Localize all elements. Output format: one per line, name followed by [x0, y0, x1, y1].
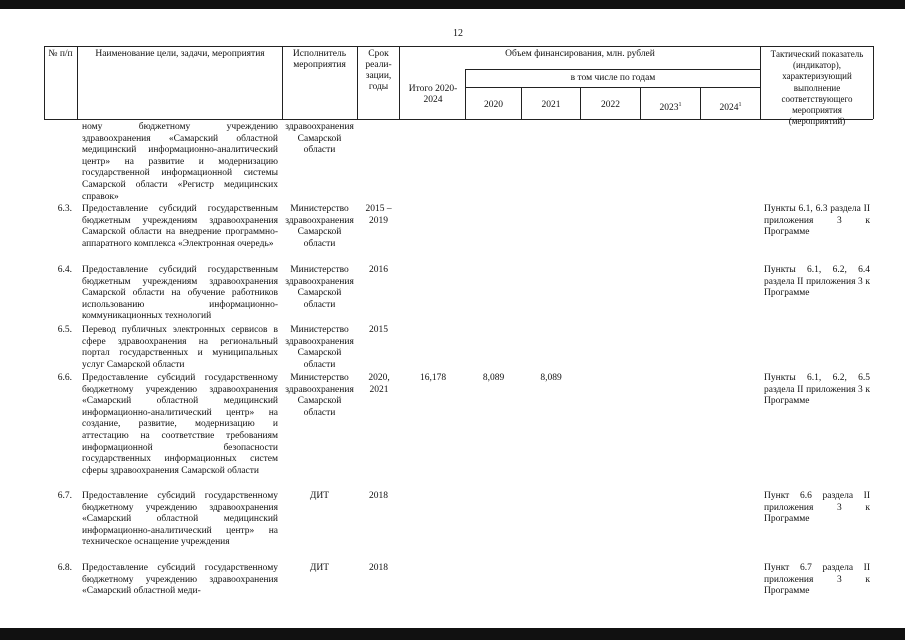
- header-year-2021: 2021: [541, 100, 561, 110]
- header-year-2023: 2023$^1$: [659, 102, 682, 114]
- header-year-2024: 2024$^1$: [719, 102, 742, 114]
- header-year-2022: 2022: [601, 100, 620, 110]
- row-description: Предоставление субсидий государственным бюджетным учреждениям здравоохранения Самарской области на обучение работников использованию информационно-коммуникационных технологий: [82, 265, 278, 322]
- col-border: [760, 46, 761, 119]
- page-number: 12: [453, 28, 463, 39]
- row-total: 16,178: [419, 373, 447, 383]
- row-executor: ДИТ: [309, 563, 330, 573]
- header-top-rule: [44, 46, 873, 47]
- row-number: 6.3.: [57, 204, 72, 214]
- row-description: Предоставление субсидий государственным бюджетным учреждениям здравоохранения Самарской области на внедрение программно-аппаратного комплекса «Электронная очередь»: [82, 204, 278, 249]
- row-2020: 8,089: [482, 373, 505, 383]
- header-by-years: в том числе по годам: [570, 73, 656, 83]
- header-total: Итого 2020-2024: [408, 84, 458, 105]
- row-indicator: Пункты 6.1, 6.2, 6.5 раздела II приложения 3 к Программе: [764, 373, 870, 407]
- row-number: 6.7.: [57, 491, 72, 501]
- top-border-bar: [0, 0, 905, 9]
- header-executor: Исполнитель мероприятия: [292, 49, 347, 70]
- row-indicator: Пункт 6.6 раздела II приложения 3 к Программе: [764, 491, 870, 525]
- row-executor: здравоохранения Самарской области: [285, 122, 354, 156]
- row-term: 2018: [369, 563, 388, 573]
- row-description: Предоставление субсидий государственному бюджетному учреждению здравоохранения «Самарский областной медицинский информационно-аналитический центр» на техническое оснащение учреждения: [82, 491, 278, 548]
- row-description: Предоставление субсидий государственному бюджетному учреждению здравоохранения «Самарский областной медицинский информационно-аналитический центр» на создание, развитие, модернизацию и аттестацию на соответствие требованиям информационной безопасности государственных информационных систем сферы здравоохранения Самарской области: [82, 373, 278, 476]
- header-bottom-rule: [44, 119, 873, 120]
- row-indicator: Пункты 6.1, 6.3 раздела II приложения 3 к Программе: [764, 204, 870, 238]
- row-term: 2016: [369, 265, 388, 275]
- row-executor: Министерство здравоохранения Самарской области: [285, 373, 354, 418]
- row-number: 6.8.: [57, 563, 72, 573]
- row-2021: 8,089: [540, 373, 562, 383]
- row-executor: Министерство здравоохранения Самарской области: [285, 204, 354, 249]
- row-description: ному бюджетному учреждению здравоохранения «Самарский областной медицинский информационно-аналитический центр» на развитие и модернизацию государственной информационной системы Самарской области «Регистр медицинских справок»: [82, 122, 278, 202]
- row-description: Предоставление субсидий государственному бюджетному учреждению здравоохранения «Самарский областной меди-: [82, 563, 278, 597]
- row-term: 2015: [369, 325, 388, 335]
- row-term: 2018: [369, 491, 388, 501]
- row-indicator: Пункт 6.7 раздела II приложения 3 к Программе: [764, 563, 870, 597]
- financing-sub-rule: [465, 69, 760, 70]
- row-term: 2015 – 2019: [365, 204, 392, 226]
- row-number: 6.5.: [57, 325, 72, 335]
- footnote-mark: 1: [738, 102, 742, 108]
- col-border: [873, 46, 874, 119]
- row-executor: ДИТ: [309, 491, 330, 501]
- col-border: [77, 46, 78, 119]
- header-term: Срок реали-зации, годы: [365, 49, 392, 92]
- row-executor: Министерство здравоохранения Самарской области: [285, 325, 354, 370]
- row-description: Перевод публичных электронных сервисов в сфере здравоохранения на региональный портал государственных и муниципальных услуг Самарской области: [82, 325, 278, 370]
- header-num: № п/п: [48, 49, 73, 59]
- header-indicator: Тактический показатель (индикатор), характеризующий выполнение соответствующего мероприятия (мероприятий): [770, 49, 864, 127]
- years-sub-rule: [465, 87, 760, 88]
- bottom-border-bar: [0, 628, 905, 640]
- row-indicator: Пункты 6.1, 6.2, 6.4 раздела II приложения 3 к Программе: [764, 265, 870, 299]
- row-term: 2020, 2021: [368, 373, 390, 395]
- footnote-mark: 1: [678, 102, 682, 108]
- row-executor: Министерство здравоохранения Самарской области: [285, 265, 354, 310]
- header-name: Наименование цели, задачи, мероприятия: [95, 49, 265, 59]
- row-number: 6.4.: [57, 265, 72, 275]
- col-border: [357, 46, 358, 119]
- header-year-2020: 2020: [484, 100, 503, 110]
- row-number: 6.6.: [57, 373, 72, 383]
- header-financing: Объем финансирования, млн. рублей: [505, 49, 655, 59]
